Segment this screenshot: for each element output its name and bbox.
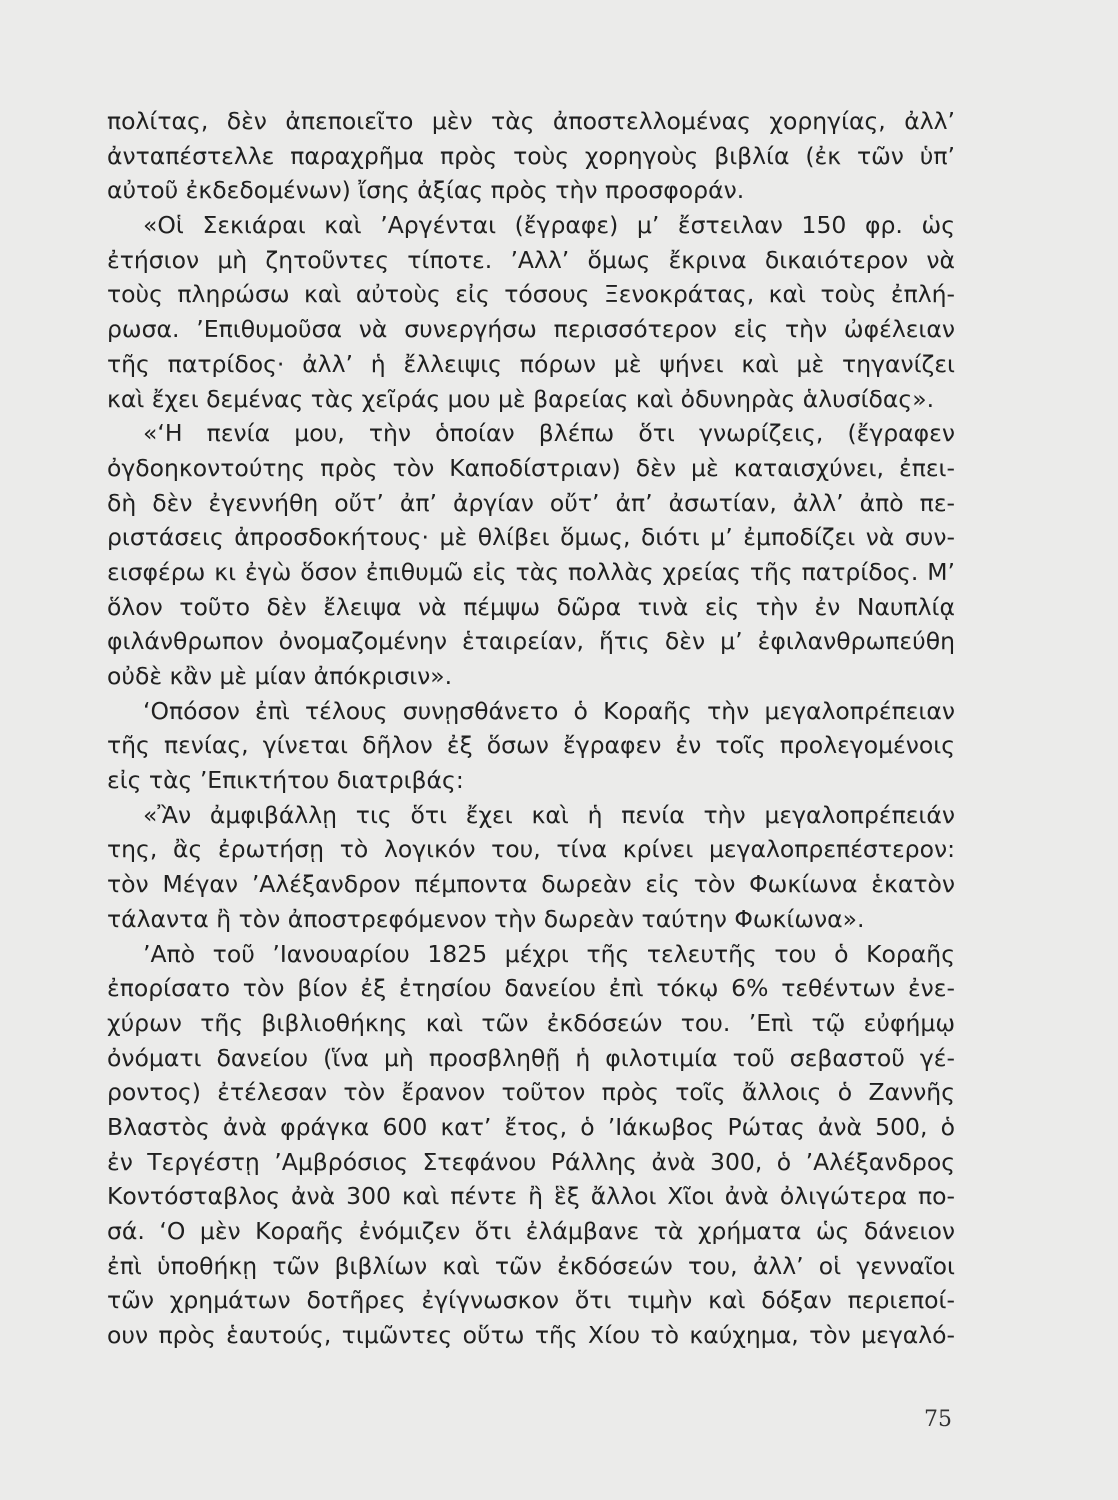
text-line: ουν πρὸς ἑαυτούς, τιμῶντες οὕτω τῆς Χίου τὸ καύχημα, τὸν μεγαλό- <box>107 1321 955 1350</box>
text-line: ὀγδοηκοντούτης πρὸς τὸν Καποδίστριαν) δὲν μὲ καταισχύνει, ἐπει- <box>107 453 955 482</box>
text-line: ροντος) ἐτέλεσαν τὸν ἔρανον τοῦτον πρὸς τοῖς ἄλλοις ὁ Ζαννῆς <box>107 1078 955 1107</box>
text-line: ἐν Τεργέστῃ ’Αμβρόσιος Στεφάνου Ράλλης ἀνὰ 300, ὁ ’Αλέξανδρος <box>107 1147 955 1176</box>
text-line: εἰς τὰς ’Επικτήτου διατριβάς: <box>107 766 464 795</box>
text-line: τάλαντα ἢ τὸν ἀποστρεφόμενον τὴν δωρεὰν ταύτην Φωκίωνα». <box>107 904 865 933</box>
text-line: φιλάνθρωπον ὀνομαζομένην ἑταιρείαν, ἥτις δὲν μ’ ἐφιλανθρωπεύθη <box>107 627 955 656</box>
text-line: τῆς πατρίδος· ἀλλ’ ἡ ἔλλειψις πόρων μὲ ψήνει καὶ μὲ τηγανίζει <box>107 349 955 378</box>
text-line: σά. ‘Ο μὲν Κοραῆς ἐνόμιζεν ὅτι ἐλάμβανε τὰ χρήματα ὡς δάνειον <box>107 1217 955 1245</box>
text-line: ὅλον τοῦτο δὲν ἔλειψα νὰ πέμψω δῶρα τινὰ εἰς τὴν ἐν Ναυπλίᾳ <box>107 592 955 621</box>
text-line: ἐτήσιον μὴ ζητοῦντες τίποτε. ’Αλλ’ ὅμως ἔκρινα δικαιότερον νὰ <box>107 245 955 274</box>
text-line: εισφέρω κι ἐγὼ ὅσον ἐπιθυμῶ εἰς τὰς πολλὰς χρείας τῆς πατρίδος. Μ’ <box>107 557 955 586</box>
text-line: της, ἂς ἐρωτήσῃ τὸ λογικόν του, τίνα κρίνει μεγαλοπρεπέστερον: <box>107 835 955 864</box>
text-line: αὐτοῦ ἐκδεδομένων) ἴσης ἀξίας πρὸς τὴν προσφοράν. <box>107 176 745 205</box>
text-line: ἐπὶ ὑποθήκῃ τῶν βιβλίων καὶ τῶν ἐκδόσεών του, ἀλλ’ οἱ γενναῖοι <box>107 1251 955 1280</box>
text-line: «Οἱ Σεκιάραι καὶ ’Αργένται (ἔγραφε) μ’ ἔστειλαν 150 φρ. ὡς <box>143 211 955 240</box>
text-line: χύρων τῆς βιβλιοθήκης καὶ τῶν ἐκδόσεών του. ’Επὶ τῷ εὐφήμῳ <box>107 1008 955 1037</box>
text-line: ’Απὸ τοῦ ’Ιανουαρίου 1825 μέχρι τῆς τελευτῆς του ὁ Κοραῆς <box>143 939 955 968</box>
text-line: Κοντόσταβλος ἀνὰ 300 καὶ πέντε ἢ ἓξ ἄλλοι Χῖοι ἀνὰ ὀλιγώτερα πο- <box>107 1182 955 1211</box>
text-line: τοὺς πληρώσω καὶ αὐτοὺς εἰς τόσους Ξενοκράτας, καὶ τοὺς ἐπλή- <box>107 280 955 309</box>
text-line: ‘Οπόσον ἐπὶ τέλους συνῃσθάνετο ὁ Κοραῆς τὴν μεγαλοπρέπειαν <box>143 696 955 725</box>
text-line: ριστάσεις ἀπροσδοκήτους· μὲ θλίβει ὅμως, διότι μ’ ἐμποδίζει νὰ συν- <box>107 523 955 552</box>
text-line: τῶν χρημάτων δοτῆρες ἐγίγνωσκον ὅτι τιμὴν καὶ δόξαν περιεποί- <box>107 1286 955 1315</box>
text-line: πολίτας, δὲν ἀπεποιεῖτο μὲν τὰς ἀποστελλομένας χορηγίας, ἀλλ’ <box>107 107 955 135</box>
text-line: «Ἂν ἀμφιβάλλῃ τις ὅτι ἔχει καὶ ἡ πενία τὴν μεγαλοπρέπειάν <box>143 800 955 829</box>
text-line: «‘Η πενία μου, τὴν ὁποίαν βλέπω ὅτι γνωρίζεις, (ἔγραφεν <box>143 419 955 448</box>
text-line: καὶ ἔχει δεμένας τὰς χεῖράς μου μὲ βαρείας καὶ ὀδυνηρὰς ἁλυσίδας». <box>107 384 935 413</box>
text-line: οὐδὲ κἂν μὲ μίαν ἀπόκρισιν». <box>107 662 453 690</box>
text-line: ἀνταπέστελλε παραχρῆμα πρὸς τοὺς χορηγοὺς βιβλία (ἐκ τῶν ὑπ’ <box>107 141 955 170</box>
text-line: ἐπορίσατο τὸν βίον ἐξ ἐτησίου δανείου ἐπὶ τόκῳ 6% τεθέντων ἐνε- <box>107 974 955 1003</box>
text-line: ὀνόματι δανείου (ἵνα μὴ προσβληθῇ ἡ φιλοτιμία τοῦ σεβαστοῦ γέ- <box>107 1043 955 1072</box>
page-number: 75 <box>924 1407 952 1432</box>
body-text <box>107 104 955 1353</box>
text-line: ρωσα. ’Επιθυμοῦσα νὰ συνεργήσω περισσότερον εἰς τὴν ὠφέλειαν <box>107 315 955 344</box>
text-line: τῆς πενίας, γίνεται δῆλον ἐξ ὅσων ἔγραφεν ἐν τοῖς προλεγομένοις <box>107 731 955 760</box>
text-line: Βλαστὸς ἀνὰ φράγκα 600 κατ’ ἔτος, ὁ ’Ιάκωβος Ρώτας ἀνὰ 500, ὁ <box>107 1112 955 1141</box>
text-line: τὸν Μέγαν ’Αλέξανδρον πέμποντα δωρεὰν εἰς τὸν Φωκίωνα ἑκατὸν <box>107 870 955 899</box>
text-line: δὴ δὲν ἐγεννήθη οὔτ’ ἀπ’ ἀργίαν οὔτ’ ἀπ’ ἀσωτίαν, ἀλλ’ ἀπὸ πε- <box>107 488 955 517</box>
